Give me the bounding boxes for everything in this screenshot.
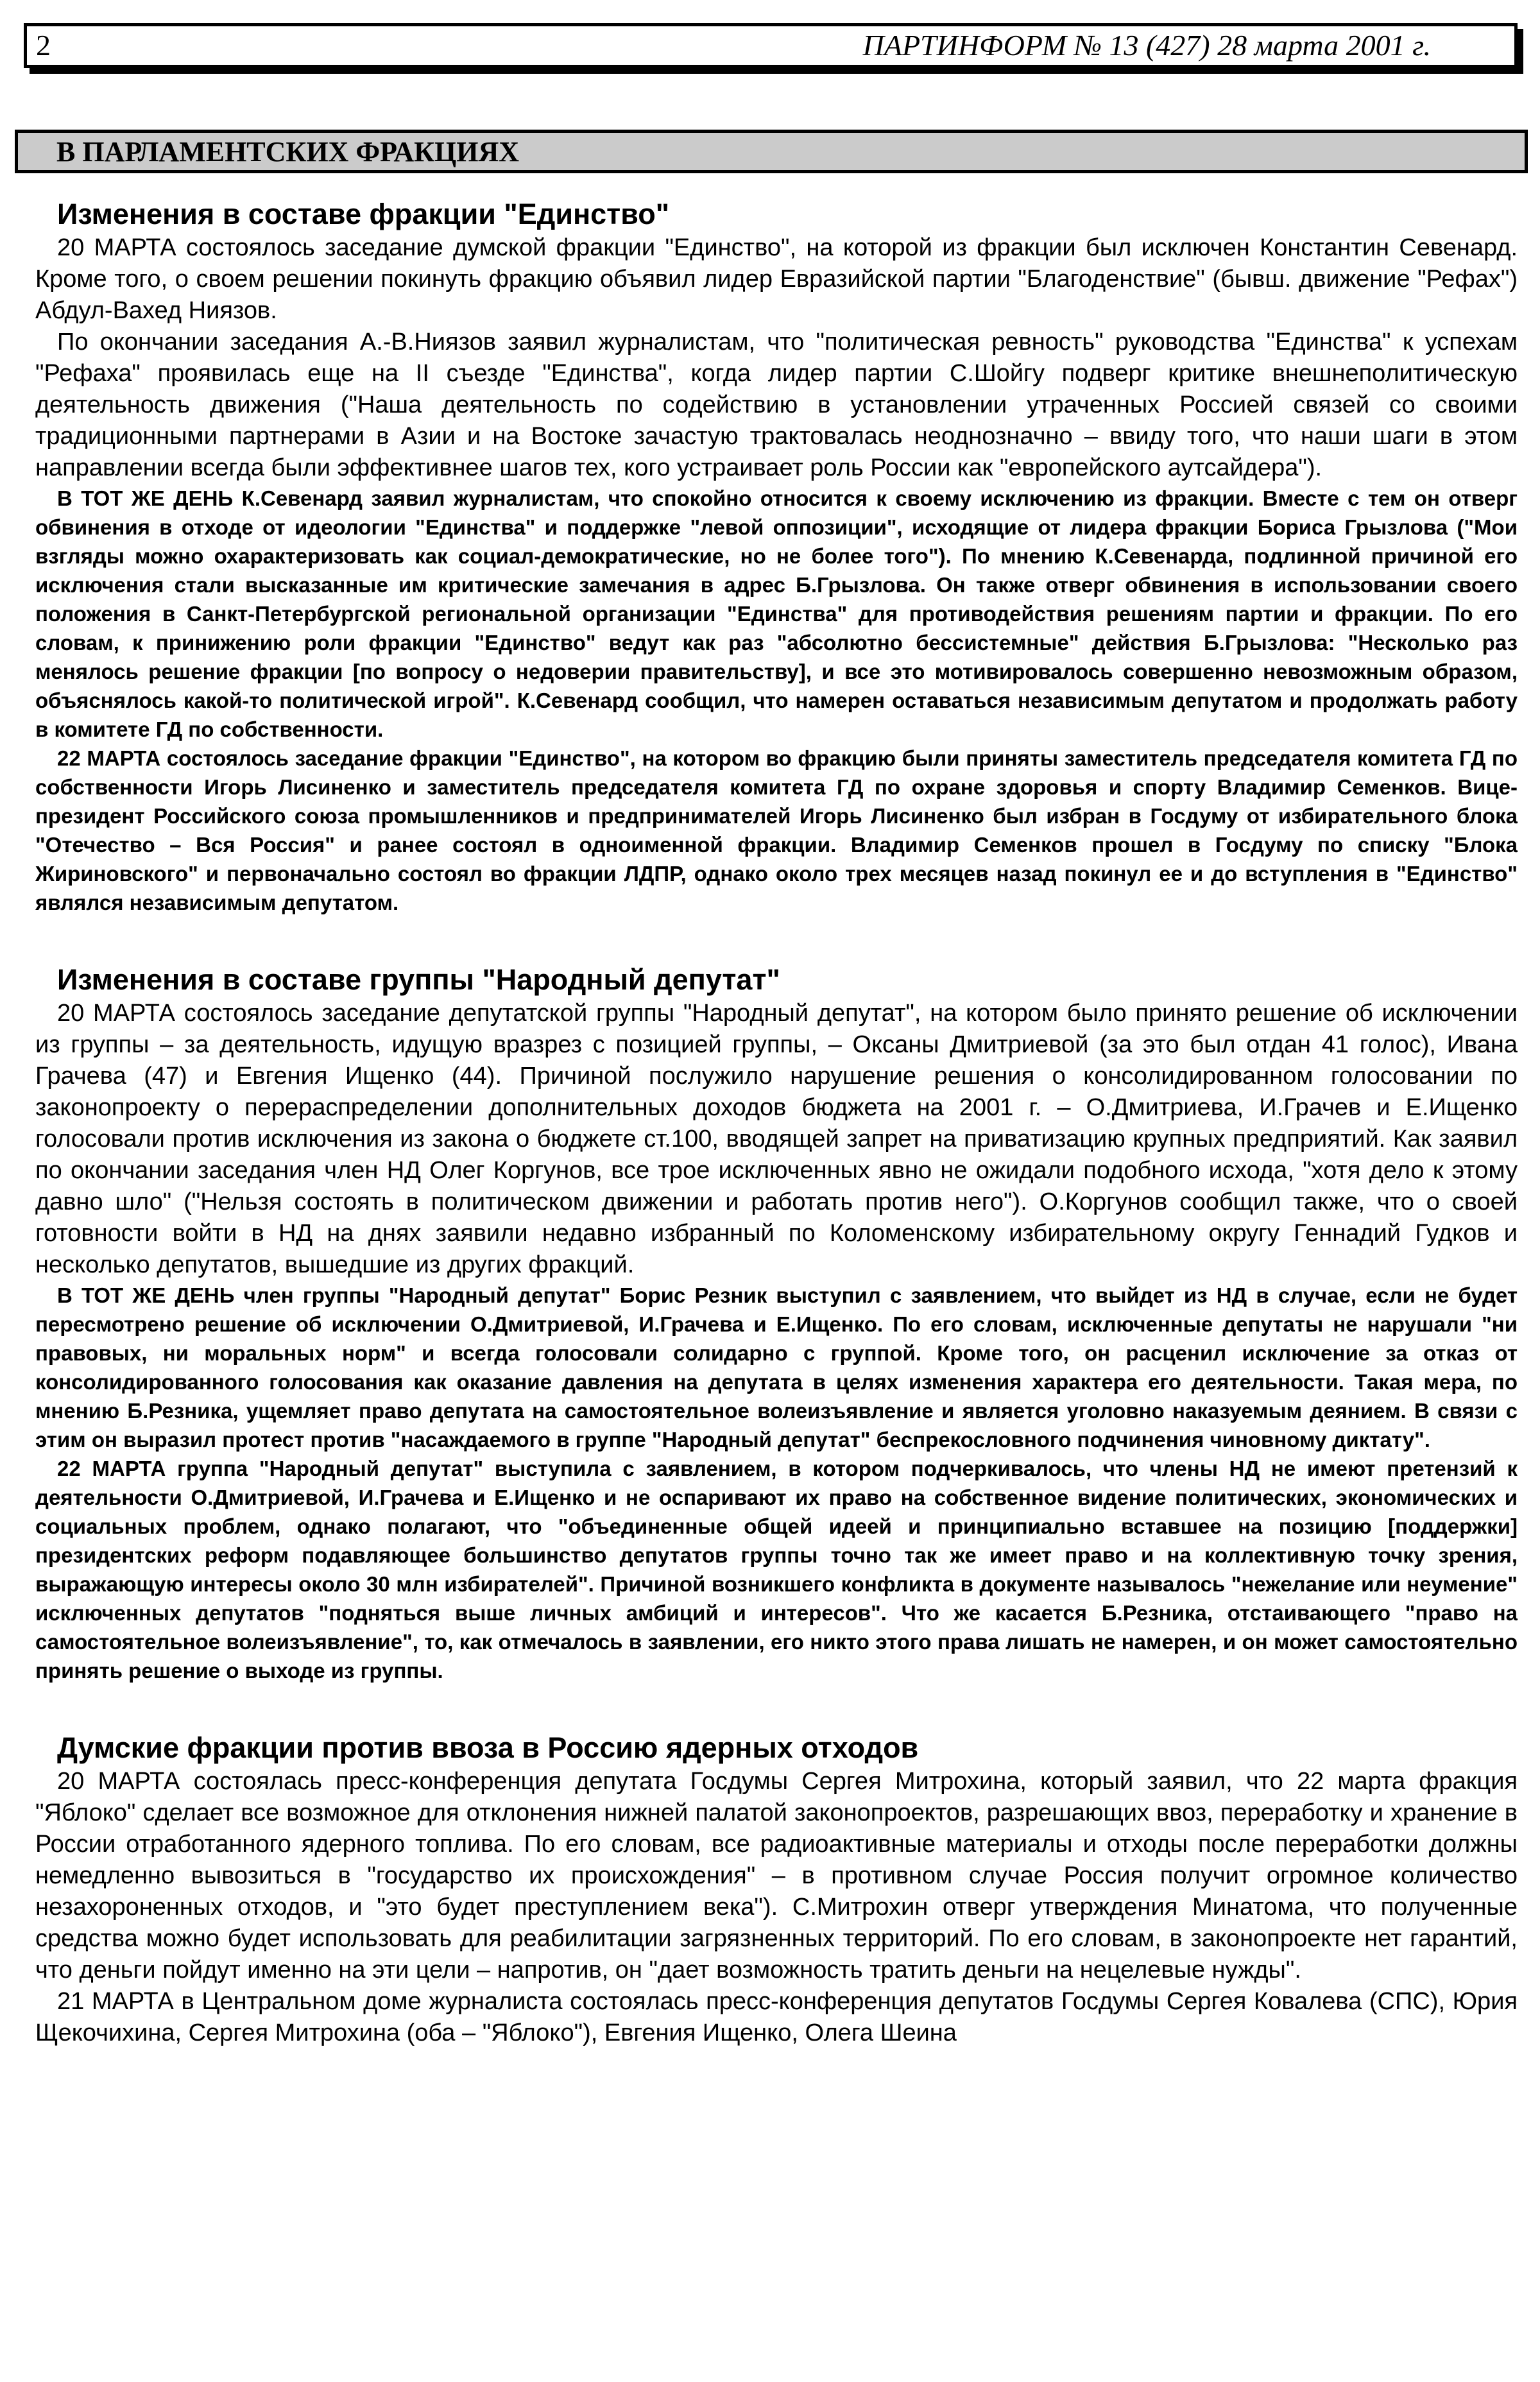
paragraph: В ТОТ ЖЕ ДЕНЬ К.Севенард заявил журналистам, что спокойно относится к своему исключению из фракции. Вместе с тем он отверг обвинения в отходе от идеологии "Единства" и поддержке "левой оппозиции", исходящие от лидера фракции Бориса Грызлова ("Мои взгляды можно охарактеризовать как социал-демократические, но не более того"). По мнению К.Севенарда, подлинной причиной его исключения стали высказанные им критические замечания в адрес Б.Грызлова. Он также отверг обвинения в использовании своего положения в Санкт-Петербургской региональной организации "Единства" для противодействия решениям партии и фракции. По его словам, к принижению роли фракции "Единство" ведут как раз "абсолютно бессистемные" действия Б.Грызлова: "Несколько раз менялось решение фракции [по вопросу о недоверии правительству], и все это мотивировалось совершенно невозможным образом, объяснялось какой-то политической игрой". К.Севенард сообщил, что намерен оставаться независимым депутатом и продолжать работу в комитете ГД по собственности. bbox=[35, 486, 1518, 741]
paragraph: В ТОТ ЖЕ ДЕНЬ член группы "Народный депутат" Борис Резник выступил с заявлением, что выйдет из НД в случае, если не будет пересмотрено решение об исключении О.Дмитриевой, И.Грачева и Е.Ищенко. По его словам, исключенные депутаты не нарушали "ни правовых, ни моральных норм" и всегда голосовали солидарно с группой. Кроме того, он расценил исключение за отказ от консолидированного голосования как оказание давления на депутата в целях изменения характера его деятельности. Такая мера, по мнению Б.Резника, ущемляет право депутата на самостоятельное волеизъявление и является уголовно наказуемым деянием. В связи с этим он выразил протест против "насаждаемого в группе "Народный депутат" беспрекословного подчинения чиновному диктату". bbox=[35, 1283, 1518, 1452]
paragraph: 20 МАРТА состоялось заседание думской фракции "Единство", на которой из фракции был исключен Константин Севенард. Кроме того, о своем решении покинуть фракцию объявил лидер Евразийской партии "Благоденствие" (бывш. движение "Рефах") Абдул-Вахед Ниязов. bbox=[35, 234, 1518, 324]
article-nuclear-waste bbox=[35, 1730, 1518, 2049]
article-title: Изменения в составе группы "Народный депутат" bbox=[57, 963, 780, 996]
paragraph-lead: В ТОТ ЖЕ ДЕНЬ bbox=[57, 1283, 235, 1307]
section-title: В ПАРЛАМЕНТСКИХ ФРАКЦИЯХ bbox=[56, 136, 520, 167]
section-banner bbox=[15, 130, 1528, 173]
article-peoples-deputy bbox=[35, 962, 1518, 1685]
article-title: Изменения в составе фракции "Единство" bbox=[57, 198, 670, 230]
paragraph: 20 МАРТА состоялось заседание депутатской группы "Народный депутат", на котором было принято решение об исключении из группы – за деятельность, идущую вразрез с позицией группы, – Оксаны Дмитриевой (за это был отдан 41 голос), Ивана Грачева (47) и Евгения Ищенко (44). Причиной послужило нарушение решения о консолидированном голосовании по законопроекту о перераспределении дополнительных доходов бюджета на 2001 г. – О.Дмитриева, И.Грачев и Е.Ищенко голосовали против исключения из закона о бюджете ст.100, вводящей запрет на приватизацию крупных предприятий. Как заявил по окончании заседания член НД Олег Коргунов, все трое исключенных явно не ожидали подобного исхода, "хотя дело к этому давно шло" ("Нельзя состоять в политическом движении и работать против него"). О.Коргунов сообщил также, что о своей готовности войти в НД на днях заявили недавно избранный по Коломенскому избирательному округу Геннадий Гудков и несколько депутатов, вышедшие из других фракций. bbox=[35, 1000, 1518, 1278]
article-unity bbox=[35, 196, 1518, 917]
paragraph-lead: 22 МАРТА bbox=[57, 746, 161, 770]
paragraph-lead: 22 МАРТА bbox=[57, 1457, 166, 1480]
paragraph: 22 МАРТА состоялось заседание фракции "Единство", на котором во фракцию были приняты заместитель председателя комитета ГД по собственности Игорь Лисиненко и заместитель председателя комитета ГД по охране здоровья и спорту Владимир Семенков. Вице-президент Российского союза промышленников и предпринимателей Игорь Лисиненко был избран в Госдуму от избирательного блока "Отечество – Вся Россия" и ранее состоял в одноименной фракции. Владимир Семенков прошел в Госдуму по списку "Блока Жириновского" и первоначально состоял во фракции ЛДПР, однако около трех месяцев назад покинул ее и до вступления в "Единство" являлся независимым депутатом. bbox=[35, 746, 1518, 914]
issue-info: ПАРТИНФОРМ № 13 (427) 28 марта 2001 г. bbox=[862, 29, 1431, 62]
page-header bbox=[24, 23, 1518, 68]
paragraph: 22 МАРТА группа "Народный депутат" выступила с заявлением, в котором подчеркивалось, что члены НД не имеют претензий к деятельности О.Дмитриевой, И.Грачева и Е.Ищенко и не оспаривают их право на собственное видение политических, экономических и социальных проблем, однако полагают, что "объединенные общей идеей и принципиально вставшее на позицию [поддержки] президентских реформ подавляющее большинство депутатов группы точно так же имеет право и на коллективную точку зрения, выражающую интересы около 30 млн избирателей". Причиной возникшего конфликта в документе называлось "нежелание или неумение" исключенных депутатов "подняться выше личных амбиций и интересов". Что же касается Б.Резника, отстаивающего "право на самостоятельное волеизъявление", то, как отмечалось в заявлении, его никто этого права лишать не намерен, и он может самостоятельно принять решение о выходе из группы. bbox=[35, 1457, 1518, 1683]
paragraph: 21 МАРТА в Центральном доме журналиста состоялась пресс-конференция депутатов Госдумы Сергея Ковалева (СПС), Юрия Щекочихина, Сергея Митрохина (оба – "Яблоко"), Евгения Ищенко, Олега Шеина bbox=[35, 1988, 1518, 2046]
page-number: 2 bbox=[36, 29, 51, 62]
article-title: Думские фракции против ввоза в Россию ядерных отходов bbox=[57, 1731, 919, 1764]
article-body bbox=[35, 196, 1518, 2049]
paragraph: По окончании заседания А.-В.Ниязов заявил журналистам, что "политическая ревность" руководства "Единства" к успехам "Рефаха" проявилась еще на II съезде "Единства", когда лидер партии С.Шойгу подверг критике внешнеполитическую деятельность движения ("Наша деятельность по содействию в установлении утраченных Россией связей со своими традиционными партнерами в Азии и на Востоке зачастую трактовалась неоднозначно – ввиду того, что наши шаги в этом направлении всегда были эффективнее шагов тех, кого устраивает роль России как "европейского аутсайдера"). bbox=[35, 329, 1518, 481]
paragraph-lead: В ТОТ ЖЕ ДЕНЬ bbox=[57, 486, 234, 510]
paragraph: 20 МАРТА состоялась пресс-конференция депутата Госдумы Сергея Митрохина, который заявил, что 22 марта фракция "Яблоко" сделает все возможное для отклонения нижней палатой законопроектов, разрешающих ввоз, переработку и хранение в России отработанного ядерного топлива. По его словам, все радиоактивные материалы и отходы после переработки должны немедленно вывозиться в "государство их происхождения" – в противном случае Россия получит огромное количество незахороненных отходов, и "это будет преступлением века"). С.Митрохин отверг утверждения Минатома, что полученные средства можно будет использовать для реабилитации загрязненных территорий. По его словам, в законопроекте нет гарантий, что деньги пойдут именно на эти цели – напротив, он "дает возможность тратить деньги на нецелевые нужды". bbox=[35, 1768, 1518, 1984]
